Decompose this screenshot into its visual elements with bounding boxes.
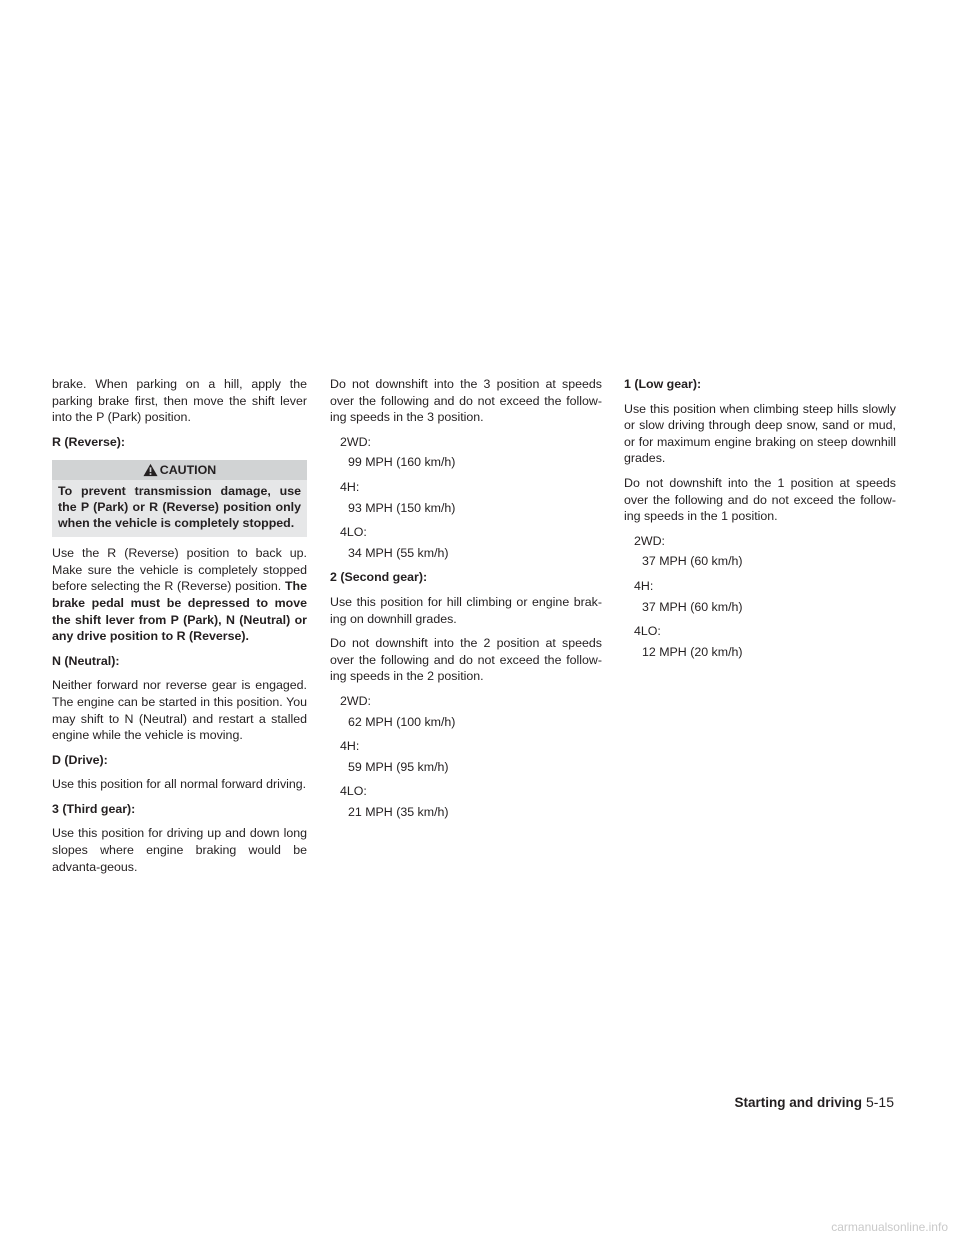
page-number: 5-15: [865, 1094, 894, 1110]
watermark: carmanualsonline.info: [831, 1220, 948, 1235]
second-gear-paragraph: Use this position for hill climbing or engine brak-ing on downhill grades.: [330, 594, 602, 626]
speed-value: 37 MPH (60 km/h): [642, 599, 743, 614]
low-gear-paragraph: Use this position when climbing steep hills slowly or slow driving through deep snow, sand or mud, or for maximum engine braking on steep downhill grades.: [624, 401, 896, 466]
column-3: [624, 376, 896, 668]
speed-value: 59 MPH (95 km/h): [348, 759, 449, 774]
page-footer: [734, 1094, 894, 1112]
section-title: Starting and driving: [734, 1095, 862, 1110]
neutral-heading: N (Neutral):: [52, 653, 120, 668]
reverse-text: Use the R (Reverse) position to back up. Make sure the vehicle is completely stopped before selecting the R (Reverse) position.: [52, 546, 307, 594]
speed-label: 4H:: [634, 578, 654, 593]
speed-label: 4LO:: [340, 784, 367, 799]
column-1: [52, 376, 307, 883]
intro-paragraph: brake. When parking on a hill, apply the parking brake first, then move the shift lever into the P (Park) position.: [52, 377, 307, 425]
speed-value: 99 MPH (160 km/h): [348, 455, 456, 470]
drive-heading: D (Drive):: [52, 752, 108, 767]
low-gear-heading: 1 (Low gear):: [624, 377, 702, 391]
reverse-paragraph: [52, 545, 307, 645]
third-speed-intro: Do not downshift into the 3 position at speeds over the following and do not exceed the follow-ing speeds in the 3 position.: [330, 377, 602, 425]
second-speed-intro: Do not downshift into the 2 position at speeds over the following and do not exceed the follow-ing speeds in the 2 position.: [330, 636, 602, 684]
speed-value: 37 MPH (60 km/h): [642, 554, 743, 569]
speed-label: 2WD:: [634, 533, 665, 548]
speed-value: 34 MPH (55 km/h): [348, 545, 449, 560]
reverse-bold-text: The brake pedal must be depressed to move the shift lever from P (Park), N (Neutral) or any drive position to R (Reverse).: [52, 579, 307, 644]
reverse-heading: R (Reverse):: [52, 434, 125, 449]
drive-paragraph: Use this position for all normal forward driving.: [52, 777, 307, 792]
speed-label: 4H:: [340, 479, 360, 494]
speed-value: 21 MPH (35 km/h): [348, 804, 449, 819]
speed-value: 12 MPH (20 km/h): [642, 644, 743, 659]
speed-label: 2WD:: [340, 693, 371, 708]
speed-label: 4LO:: [634, 624, 661, 639]
speed-label: 4H:: [340, 739, 360, 754]
speed-value: 62 MPH (100 km/h): [348, 714, 456, 729]
speed-label: 4LO:: [340, 525, 367, 540]
second-speed-list: [330, 693, 602, 821]
third-gear-paragraph: Use this position for driving up and down long slopes where engine braking would be advanta-geous.: [52, 826, 307, 874]
caution-text: To prevent transmission damage, use the P (Park) or R (Reverse) position only when the vehicle is completely stopped.: [52, 480, 307, 537]
caution-title: CAUTION: [159, 463, 217, 478]
speed-label: 2WD:: [340, 434, 371, 449]
neutral-paragraph: Neither forward nor reverse gear is engaged. The engine can be started in this position. You may shift to N (Neutral) and restart a stalled engine while the vehicle is moving.: [52, 678, 307, 743]
speed-value: 93 MPH (150 km/h): [348, 500, 456, 515]
low-speed-intro: Do not downshift into the 1 position at speeds over the following and do not exceed the follow-ing speeds in the 1 position.: [624, 475, 896, 524]
caution-header: [52, 460, 307, 480]
third-speed-list: [330, 434, 602, 562]
warning-triangle-icon: [143, 463, 158, 477]
caution-box: [52, 460, 307, 537]
low-speed-list: [624, 533, 896, 661]
column-2: [330, 376, 602, 828]
third-gear-heading: 3 (Third gear):: [52, 801, 136, 816]
second-gear-heading: 2 (Second gear):: [330, 570, 428, 585]
